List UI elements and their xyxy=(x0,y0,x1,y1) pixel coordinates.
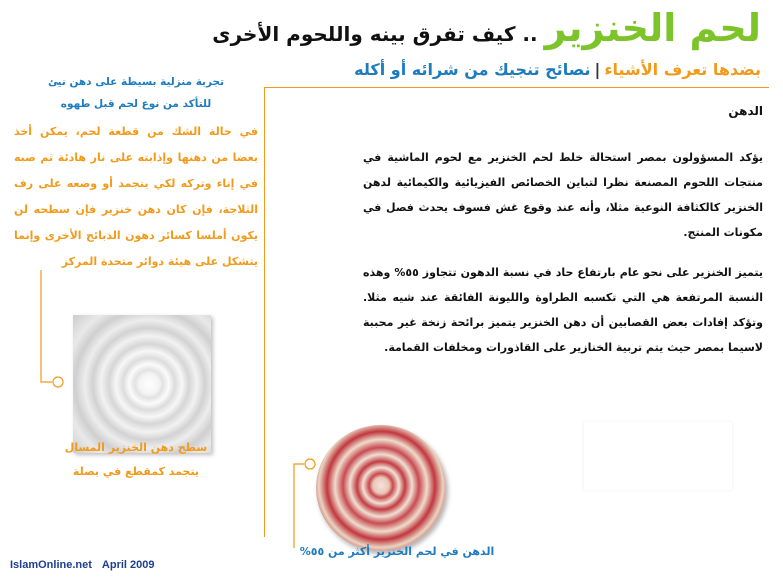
sidebar-intro xyxy=(14,71,258,115)
blank-image-box xyxy=(584,422,732,490)
fat-caption-line-1: سطح دهن الخنزير المسال xyxy=(64,441,208,454)
footer-site: IslamOnline.net xyxy=(10,559,92,571)
page-title xyxy=(212,4,761,52)
fat-callout-connector xyxy=(41,270,63,387)
title-main: لحم الخنزير xyxy=(544,6,761,50)
horizontal-divider xyxy=(264,87,769,88)
section-heading: الدهن xyxy=(728,104,763,118)
subtitle-part-1: بضدها تعرف الأشياء xyxy=(604,60,761,79)
sidebar-intro-line-1: تجربة منزلية بسيطة على دهن نيئ xyxy=(47,76,225,88)
paragraph-2: يتميز الخنزير على نحو عام بارتفاع حاد في نسبة الدهون تتجاوز ٥٥% وهذه النسبة المرتفعة هي التي تكسبه الطراوة والليونة الفائقة عند شيه مثلا. وتؤكد إفادات بعض القصابين أن دهن الخنزير يتميز برائحة زنخة غير محببة لاسيما بمصر حيث يتم تربية الخنازير على القاذورات ومخلفات القمامة. xyxy=(363,266,764,354)
title-sub: .. كيف تفرق بينه واللحوم الأخرى xyxy=(212,22,545,46)
subtitle-part-2: نصائح تنجيك من شرائه أو أكله xyxy=(354,60,591,79)
fat-caption-line-2: يتجمد كمقطع في بصلة xyxy=(72,465,200,478)
congealed-fat-image xyxy=(73,315,211,453)
sidebar-body-text: في حالة الشك من قطعة لحم، يمكن أخذ بعضا من دهنها وإذابته على نار هادئة ثم صبه في إناء وتركه لكي يتجمد أو وضعه على رف الثلاجة، فإن كان دهن خنزير فإن سطحه لن يكون أملسا كسائر دهون الذبائح الأخرى وإنما يتشكل على هيئة دوائر متحدة المركز xyxy=(14,125,258,268)
footer-date: April 2009 xyxy=(101,559,155,571)
subtitle-separator: | xyxy=(594,60,601,79)
subtitle xyxy=(354,58,761,82)
sidebar-intro-line-2: للتأكد من نوع لحم قبل طهوه xyxy=(60,98,212,110)
paragraph-1: يؤكد المسؤولون بمصر استحالة خلط لحم الخنزير مع لحوم الماشية في منتجات اللحوم المصنعة نظرا لتباين الخصائص الفيزيائية والكيمائية لدهن الخنزير كالكثافة النوعية مثلا، وأنه عند وقوع غش فسوف يحدث فصل في مكونات المنتج. xyxy=(363,151,763,239)
meat-image-caption: الدهن في لحم الخنزير أكثر من ٥٥% xyxy=(299,545,495,558)
pork-roll-image xyxy=(316,425,446,551)
fat-image-caption xyxy=(14,436,258,484)
footer xyxy=(10,559,155,571)
meat-callout-connector xyxy=(294,459,315,548)
vertical-divider xyxy=(264,87,265,537)
